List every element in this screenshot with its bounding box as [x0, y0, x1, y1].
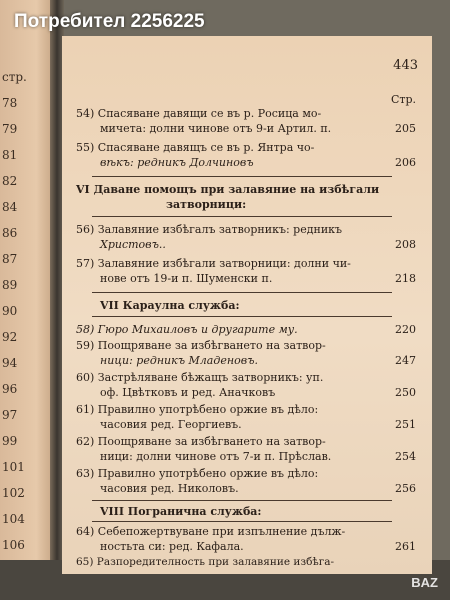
left-margin-number: 86 — [2, 226, 18, 240]
toc-entry-60: 60) Застрѣляване бѣжащъ затворникъ: уп. оф. Цвѣтковъ и ред. Аначковъ 250 — [76, 371, 416, 399]
divider — [92, 292, 392, 293]
toc-entry-65: 65) Разпоредителность при залавяние избѣга- — [76, 556, 335, 568]
section-heading-8: VIII Погранична служба: — [100, 505, 262, 518]
left-margin-number: 79 — [2, 122, 18, 136]
left-margin-number: 92 — [2, 330, 18, 344]
left-margin-number: 104 — [2, 512, 25, 526]
toc-entry-64: 64) Себепожертвуване при изпълнение дълж- ностьта си: ред. Кафала. 261 — [76, 525, 416, 553]
left-margin-number: 90 — [2, 304, 18, 318]
left-margin-number: 78 — [2, 96, 18, 110]
left-margin-number: 84 — [2, 200, 18, 214]
divider — [92, 500, 392, 501]
divider — [92, 216, 392, 217]
toc-entry-56: 56) Залавяние избѣгалъ затворникъ: редникъ Христовъ.. 208 — [76, 223, 416, 251]
left-margin-number: 101 — [2, 460, 25, 474]
toc-entry-61: 61) Правилно употрѣбено оржие въ дѣло: часовия ред. Георгиевъ. 251 — [76, 403, 416, 431]
section-heading-7: VII Караулна служба: — [100, 299, 240, 312]
left-margin-number: стр. — [2, 70, 27, 84]
page-number: 443 — [393, 58, 418, 73]
left-margin-number: 96 — [2, 382, 18, 396]
toc-entry-59: 59) Поощряване за избѣгването на затвор- ници: редникъ Младеновъ. 247 — [76, 339, 416, 367]
section-heading-6: VI Даване помощъ при залавяние на избѣгали затворници: — [76, 183, 380, 211]
left-margin-number: 87 — [2, 252, 18, 266]
left-margin-number: 97 — [2, 408, 18, 422]
toc-entry-62: 62) Поощряване за избѣгването на затвор- ници: долни чинове отъ 7-и п. Прѣслав. 254 — [76, 435, 416, 463]
site-logo: BAZ — [411, 575, 438, 590]
left-margin-number: 89 — [2, 278, 18, 292]
divider — [92, 521, 392, 522]
left-margin-number: 106 — [2, 538, 25, 552]
column-header: Стр. — [390, 93, 416, 106]
toc-entry-58: 58) Гюро Михаиловъ и другарите му. 220 — [76, 323, 416, 336]
left-margin-number: 102 — [2, 486, 25, 500]
toc-entry-54: 54) Спасяване давящи се въ р. Росица мо- мичета: долни чинове отъ 9-и Артил. п. 205 — [76, 107, 416, 135]
left-margin-number: 94 — [2, 356, 18, 370]
divider — [92, 176, 392, 177]
left-margin-number: 81 — [2, 148, 18, 162]
left-margin-number: 82 — [2, 174, 18, 188]
watermark-banner: Потребител 2256225 — [14, 11, 205, 32]
book-page — [62, 36, 432, 574]
toc-entry-63: 63) Правилно употрѣбено оржие въ дѣло: часовия ред. Николовъ. 256 — [76, 467, 416, 495]
toc-entry-55: 55) Спасяване давящъ се въ р. Янтра чо- вѣкъ: редникъ Долчиновъ 206 — [76, 141, 416, 169]
toc-entry-57: 57) Залавяние избѣгали затворници: долни чи- нове отъ 19-и п. Шуменски п. 218 — [76, 257, 416, 285]
left-margin-number: 99 — [2, 434, 18, 448]
divider — [92, 316, 392, 317]
left-page-edge — [0, 0, 52, 560]
